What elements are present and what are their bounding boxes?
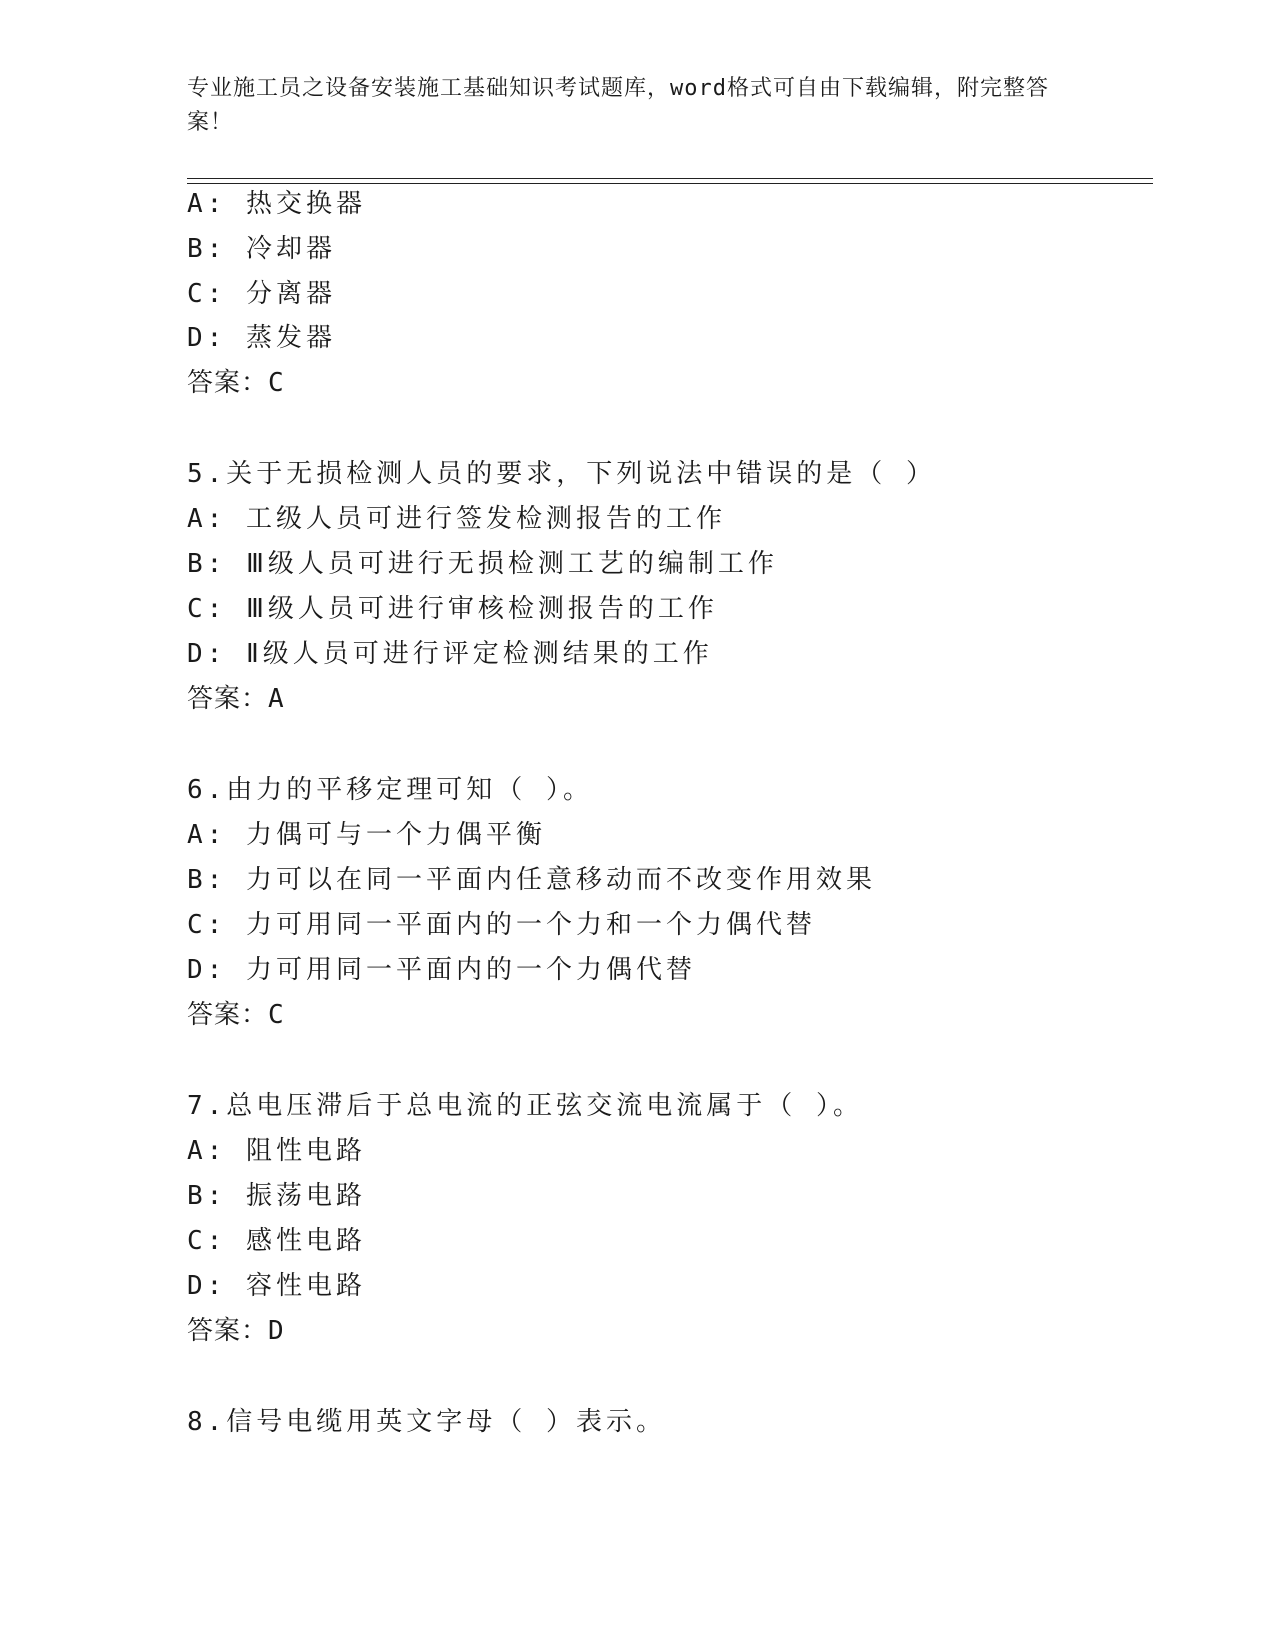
q6-question: 6.由力的平移定理可知（ ）。: [187, 775, 593, 805]
q7-question: 7.总电压滞后于总电流的正弦交流电流属于（ ）。: [187, 1091, 863, 1121]
q7-option-c: C: 感性电路: [187, 1226, 366, 1256]
q5-option-d: D: Ⅱ级人员可进行评定检测结果的工作: [187, 639, 713, 669]
q4-answer: 答案：C: [187, 368, 285, 398]
q4-option-c: C: 分离器: [187, 279, 336, 309]
q4-option-a: A: 热交换器: [187, 189, 366, 219]
q5-answer: 答案：A: [187, 684, 285, 714]
q7-option-a: A: 阻性电路: [187, 1136, 366, 1166]
header-rule-top: [187, 178, 1153, 179]
q7-option-b: B: 振荡电路: [187, 1181, 366, 1211]
q8-question: 8.信号电缆用英文字母（ ）表示。: [187, 1407, 666, 1437]
q5-option-c: C: Ⅲ级人员可进行审核检测报告的工作: [187, 594, 718, 624]
q4-option-d: D: 蒸发器: [187, 323, 336, 353]
page-header: 专业施工员之设备安装施工基础知识考试题库，word格式可自由下载编辑，附完整答案！: [187, 76, 1049, 135]
q6-answer: 答案：C: [187, 1000, 285, 1030]
q7-answer: 答案：D: [187, 1316, 285, 1346]
q5-option-b: B: Ⅲ级人员可进行无损检测工艺的编制工作: [187, 549, 778, 579]
q6-option-a: A: 力偶可与一个力偶平衡: [187, 820, 546, 850]
q6-option-d: D: 力可用同一平面内的一个力偶代替: [187, 955, 696, 985]
q5-option-a: A: 工级人员可进行签发检测报告的工作: [187, 504, 726, 534]
header-rule-bottom: [187, 183, 1153, 184]
q6-option-c: C: 力可用同一平面内的一个力和一个力偶代替: [187, 910, 816, 940]
q4-option-b: B: 冷却器: [187, 234, 336, 264]
q5-question: 5.关于无损检测人员的要求，下列说法中错误的是（ ）: [187, 459, 936, 489]
q7-option-d: D: 容性电路: [187, 1271, 366, 1301]
q6-option-b: B: 力可以在同一平面内任意移动而不改变作用效果: [187, 865, 876, 895]
